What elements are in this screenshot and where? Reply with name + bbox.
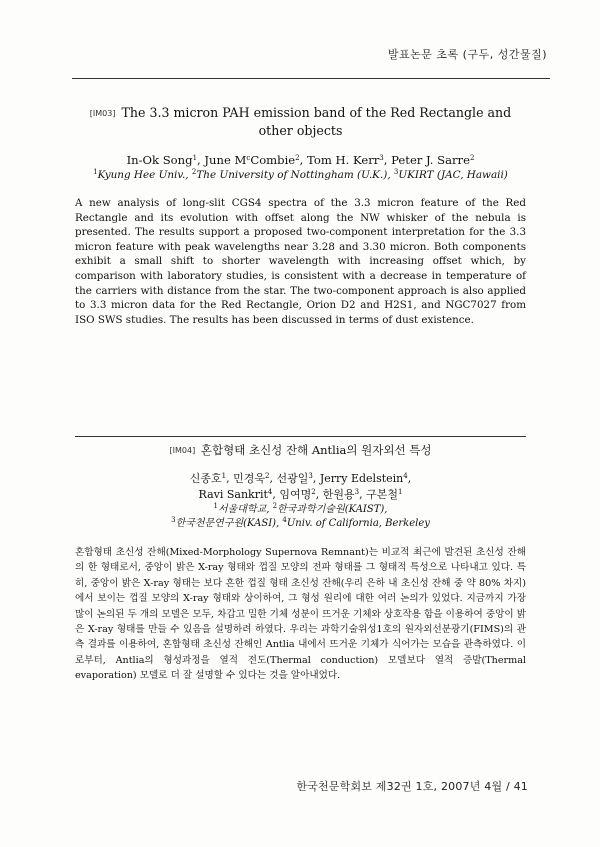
author-list: In-Ok Song$^1$, June $M^cCombie^2$, Tom H. Kerr$^3$, Peter J. Sarre$^2$ bbox=[126, 153, 475, 167]
author: Ravi Sankrit bbox=[198, 488, 268, 501]
paper-title-text: 혼합형태 초신성 잔해 Antlia의 원자외선 특성 bbox=[200, 443, 432, 457]
author: 신종호 bbox=[189, 472, 222, 485]
author-affil-mark: 2 bbox=[469, 154, 475, 162]
author: 한원용 bbox=[322, 488, 355, 501]
affiliation: 한국천문연구원(KASI) bbox=[175, 518, 277, 529]
author: Tom H. Kerr bbox=[307, 153, 380, 167]
author-affil-mark: 2 bbox=[295, 154, 300, 162]
affiliation-line: $^3$한국천문연구원(KASI), $^4$Univ. of California, Berkeley bbox=[171, 516, 430, 529]
journal-footer: 한국천문학회보 제32권 1호, 2007년 4월 / 41 bbox=[296, 780, 528, 793]
affiliation-line: $^1$서울대학교, $^2$한국과학기술원(KAIST), bbox=[213, 502, 388, 515]
affiliation: 서울대학교 bbox=[217, 504, 267, 515]
paper-title bbox=[75, 104, 526, 139]
author: 임여명 bbox=[279, 488, 312, 501]
abstract-im04 bbox=[75, 442, 526, 684]
section-divider bbox=[75, 436, 526, 437]
affiliation-list bbox=[75, 503, 526, 531]
author: 구본철 bbox=[366, 488, 398, 501]
author: 선광일 bbox=[276, 472, 309, 485]
affiliation: 한국과학기술원(KAIST) bbox=[277, 504, 385, 515]
paper-code: [IM03] bbox=[89, 109, 116, 118]
paper-title bbox=[75, 442, 526, 459]
affiliation: UKIRT (JAC, Hawaii) bbox=[398, 169, 508, 181]
abstract-im03 bbox=[75, 104, 526, 327]
author: In-Ok Song bbox=[126, 153, 193, 167]
affiliation-list: $^1$Kyung Hee Univ., $^2$The University of Nottingham (U.K.), $^3$UKIRT (JAC, Hawaii) bbox=[93, 168, 508, 181]
author-list bbox=[75, 471, 526, 503]
author-affil-mark: 1 bbox=[192, 154, 198, 162]
author-line: Ravi Sankrit$^4$, 임여명$^2$, 한원용$^3$, 구본철$^1$ bbox=[198, 488, 403, 501]
author: Peter J. Sarre bbox=[391, 153, 470, 167]
paper-title-text: The 3.3 micron PAH emission band of the Red Rectangle and other objects bbox=[121, 105, 512, 138]
header-rule bbox=[72, 78, 550, 79]
author: 민경욱 bbox=[233, 472, 265, 485]
abstract-body: 혼합형태 초신성 잔해(Mixed-Morphology Supernova Remnant)는 비교적 최근에 발견된 초신성 잔해의 한 형태로서, 중앙이 밝은 X-ray 형태와 껍질 모양의 전파 형태를 그 형태적 특성으로 나타내고 있다. 특히, 중앙이 밝은 X-ray 형태는 보다 흔한 껍질 형태 초신성 잔해(우리 은하 내 초신성 잔해 중 약 80% 차지)에서 보이는 껍질 모양의 X-ray 형태와 상이하여, 그 형성 원리에 대한 여러 논의가 있었다. 지금까지 가장 많이 논의된 두 개의 모델은 모두, 차갑고 밀한 기체 성분이 뜨거운 기체와 상호작용 함을 이용하여 중앙이 밝은 X-ray 형태를 만들 수 있음을 설명하려 하였다. 우리는 과학기술위성1호의 원자외선분광기(FIMS)의 관측 결과를 이용하여, 혼합형태 초신성 잔해인 Antlia 내에서 뜨거운 기체가 식어가는 모습을 관측하였다. 이로부터, Antlia의 형성과정을 열적 전도(Thermal conduction) 모델보다 열적 증발(Thermal evaporation) 모델로 더 잘 설명할 수 있다는 것을 알아내었다. bbox=[75, 547, 526, 682]
author: June $M^cCombie$ bbox=[204, 153, 296, 167]
abstract-body: A new analysis of long-slit CGS4 spectra of the 3.3 micron feature of the Red Rectangle and its evolution with offset along the NW whisker of the nebula is presented. The results support a proposed two-component interpretation for the 3.3 micron feature with peak wavelengths near 3.28 and 3.30 micron. Both components exhibit a small shift to shorter wavelength with increasing offset which, by comparison with laboratory studies, is consistent with a decrease in temperature of the carriers with distance from the star. The two-component approach is also applied to 3.3 micron data for the Red Rectangle, Orion D2 and H2S1, and NGC7027 from ISO SWS studies. The results has been discussed in terms of dust existence. bbox=[75, 197, 526, 326]
affiliation: Kyung Hee Univ. bbox=[97, 169, 186, 181]
author-affil-mark: 3 bbox=[379, 154, 384, 162]
section-header-tag: 발표논문 초록 (구두, 성간물질) bbox=[387, 48, 547, 61]
paper-code: [IM04] bbox=[169, 446, 196, 455]
affiliation: The University of Nottingham (U.K.) bbox=[196, 169, 388, 181]
author: Jerry Edelstein bbox=[319, 472, 404, 485]
author-line: 신종호$^1$, 민경욱$^2$, 선광일$^3$, Jerry Edelstein$^4$, bbox=[189, 472, 412, 485]
affiliation: Univ. of California, Berkeley bbox=[286, 518, 430, 529]
